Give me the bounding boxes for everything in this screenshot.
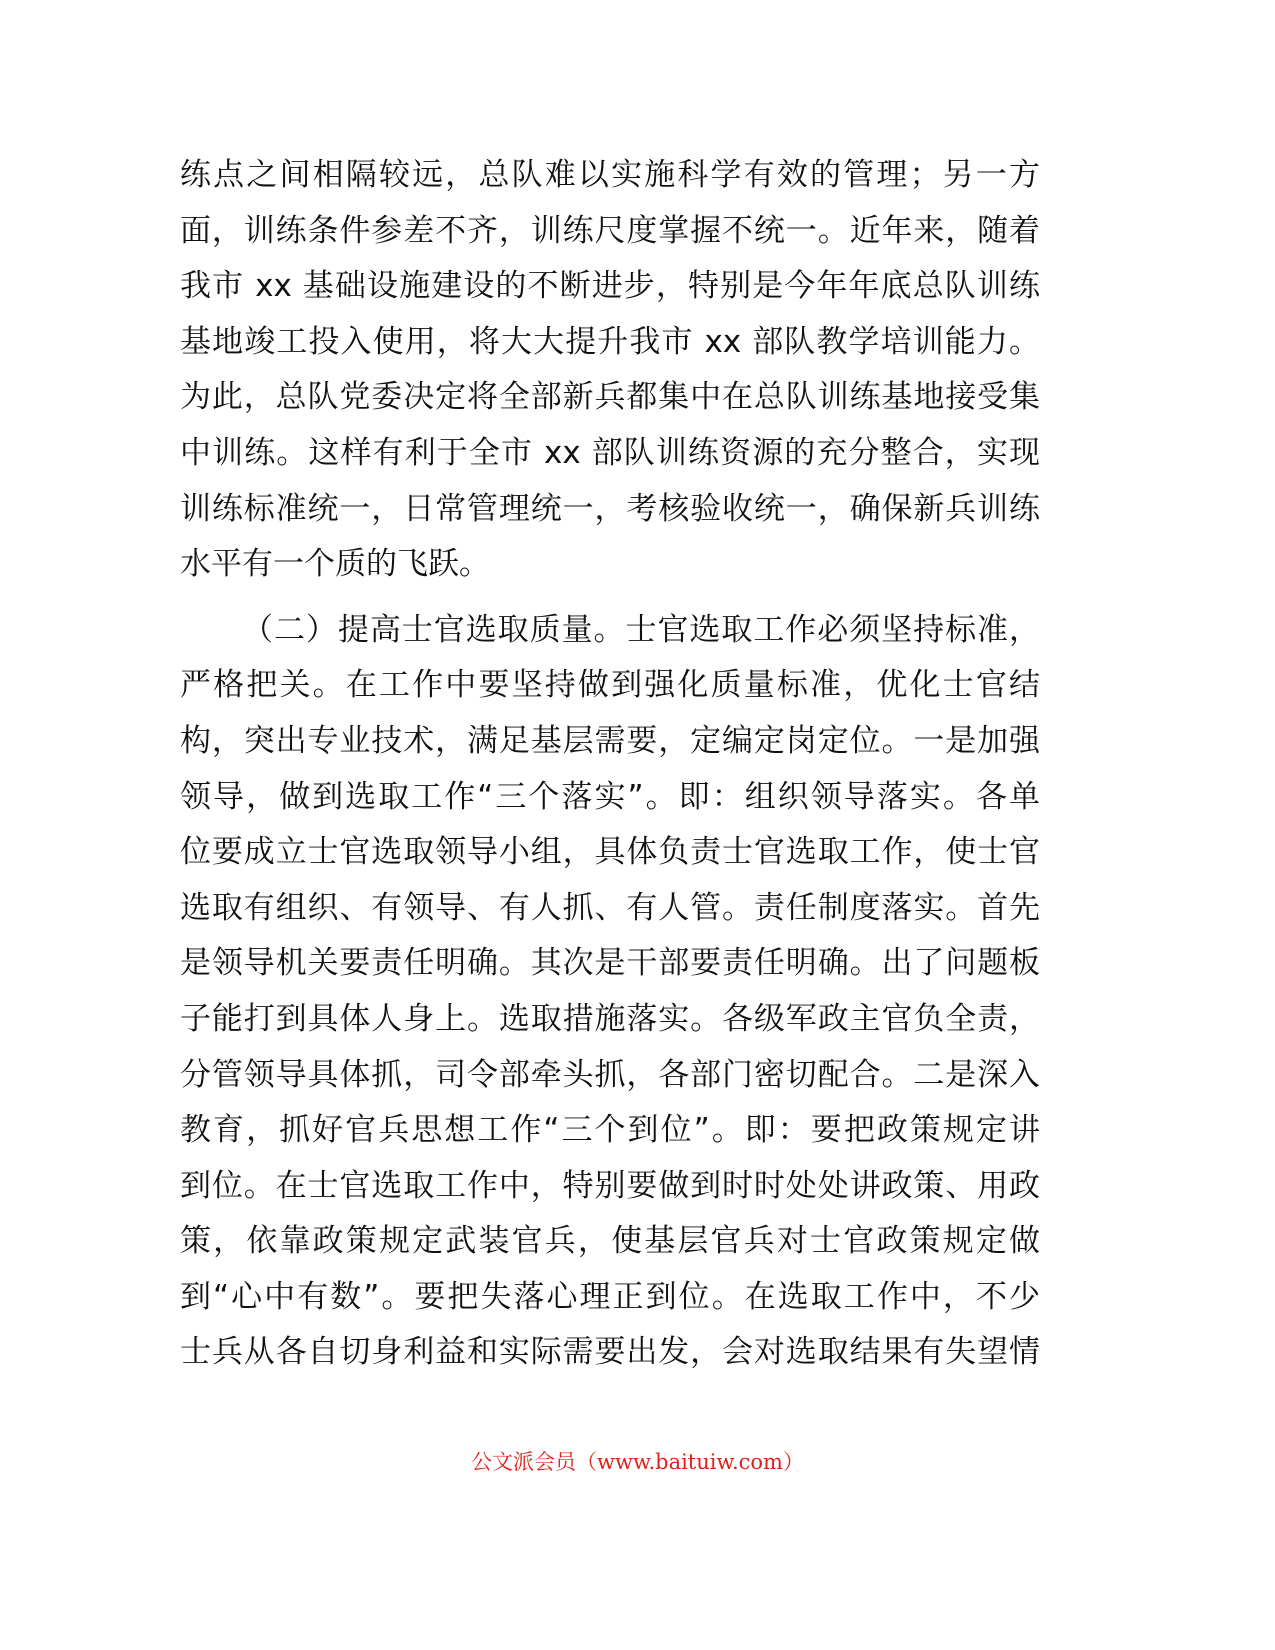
text-line: 子能打到具体人身上。选取措施落实。各级军政主官负全责， <box>180 1000 1040 1037</box>
text-line: 到位。在士官选取工作中，特别要做到时时处处讲政策、用政 <box>180 1167 1040 1204</box>
text-line: 领导，做到选取工作“三个落实”。即：组织领导落实。各单 <box>180 778 1040 815</box>
text-line: （二）提高士官选取质量。士官选取工作必须坚持标准， <box>242 611 1040 648</box>
document-body <box>180 148 1040 1381</box>
text-line: 严格把关。在工作中要坚持做到强化质量标准，优化士官结 <box>180 667 1040 704</box>
text-line: 教育，抓好官兵思想工作“三个到位”。即：要把政策规定讲 <box>180 1112 1040 1149</box>
text-line: 基地竣工投入使用，将大大提升我市 xx 部队教学培训能力。 <box>180 323 1040 360</box>
text-line: 面，训练条件参差不齐，训练尺度掌握不统一。近年来，随着 <box>180 212 1040 249</box>
text-line: 位要成立士官选取领导小组，具体负责士官选取工作，使士官 <box>180 834 1040 871</box>
text-line: 分管领导具体抓，司令部牵头抓，各部门密切配合。二是深入 <box>180 1056 1040 1093</box>
footer-watermark: 公文派会员（www.baituiw.com） <box>471 1450 804 1474</box>
text-line: 中训练。这样有利于全市 xx 部队训练资源的充分整合，实现 <box>180 434 1040 471</box>
text-line: 士兵从各自切身利益和实际需要出发，会对选取结果有失望情 <box>180 1334 1040 1371</box>
text-line: 选取有组织、有领导、有人抓、有人管。责任制度落实。首先 <box>180 889 1040 926</box>
text-line: 我市 xx 基础设施建设的不断进步，特别是今年年底总队训练 <box>180 268 1040 305</box>
text-line: 构，突出专业技术，满足基层需要，定编定岗定位。一是加强 <box>180 722 1040 759</box>
paragraph-gap <box>180 593 1040 603</box>
text-line: 为此，总队党委决定将全部新兵都集中在总队训练基地接受集 <box>180 379 1040 416</box>
text-line: 训练标准统一，日常管理统一，考核验收统一，确保新兵训练 <box>180 490 1040 527</box>
text-line: 是领导机关要责任明确。其次是干部要责任明确。出了问题板 <box>180 945 1040 982</box>
text-line: 练点之间相隔较远，总队难以实施科学有效的管理；另一方 <box>180 157 1040 193</box>
text-line: 到“心中有数”。要把失落心理正到位。在选取工作中，不少 <box>180 1278 1040 1315</box>
text-line: 策，依靠政策规定武装官兵，使基层官兵对士官政策规定做 <box>180 1223 1040 1260</box>
text-line: 水平有一个质的飞跃。 <box>180 546 490 583</box>
